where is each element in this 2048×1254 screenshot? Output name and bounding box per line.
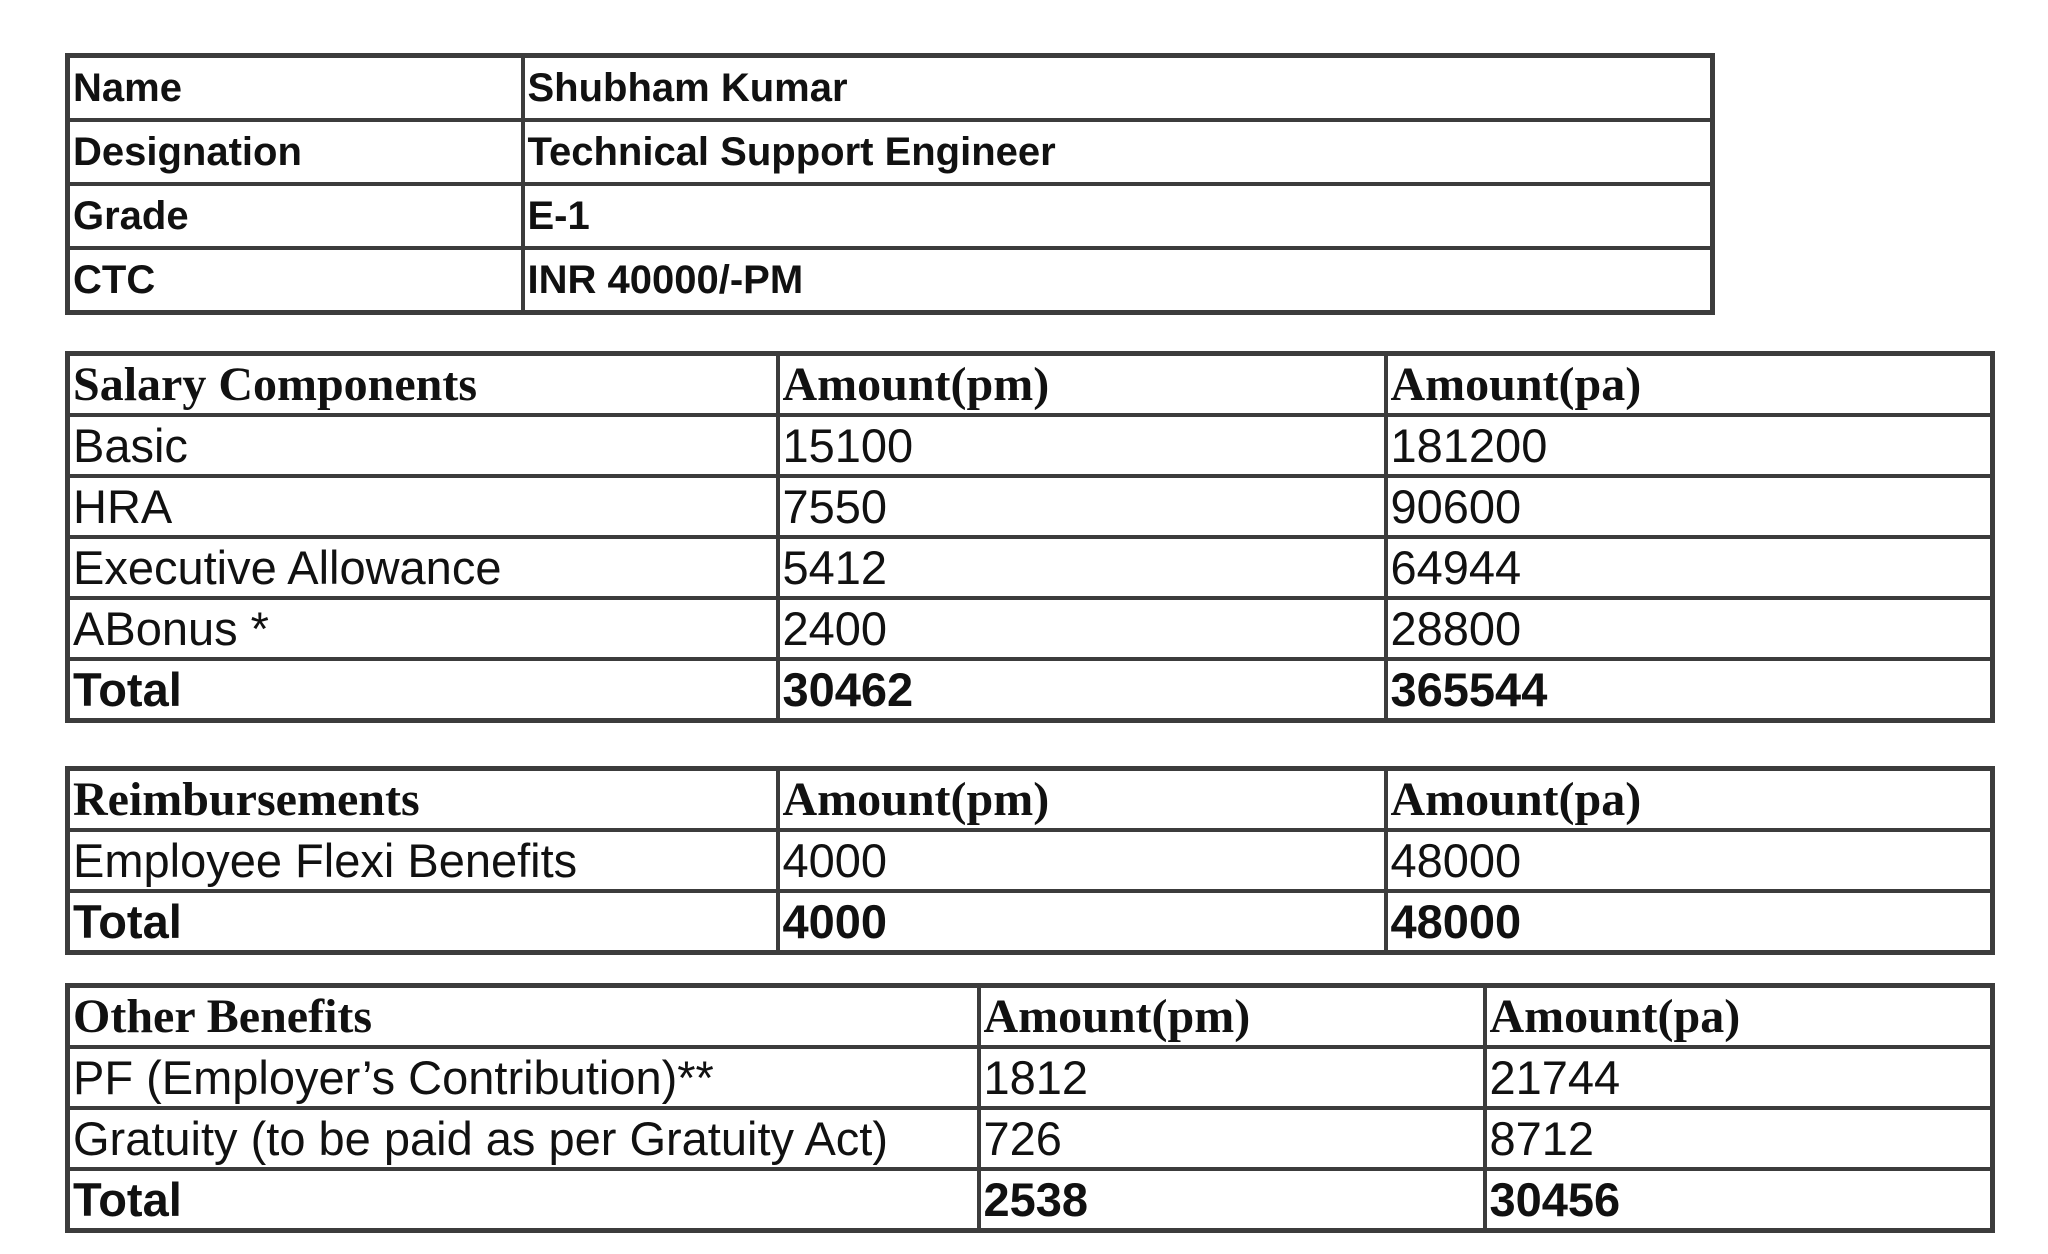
column-header: Reimbursements bbox=[68, 769, 778, 831]
amount-pa: 21744 bbox=[1485, 1047, 1993, 1108]
total-pm: 4000 bbox=[778, 891, 1386, 953]
table-row bbox=[68, 1047, 1993, 1108]
amount-pm: 4000 bbox=[778, 830, 1386, 891]
component-name: Basic bbox=[68, 415, 778, 476]
other-benefits-table bbox=[65, 983, 1995, 1233]
amount-pa: 48000 bbox=[1386, 830, 1993, 891]
info-label: Designation bbox=[68, 120, 523, 184]
amount-pa: 64944 bbox=[1386, 537, 1993, 598]
table-row bbox=[68, 1108, 1993, 1169]
component-name: ABonus * bbox=[68, 598, 778, 659]
column-header: Amount(pa) bbox=[1386, 354, 1993, 416]
amount-pa: 90600 bbox=[1386, 476, 1993, 537]
table-row bbox=[68, 537, 1993, 598]
amount-pa: 8712 bbox=[1485, 1108, 1993, 1169]
total-pa: 365544 bbox=[1386, 659, 1993, 721]
component-name: HRA bbox=[68, 476, 778, 537]
amount-pm: 5412 bbox=[778, 537, 1386, 598]
info-value: E-1 bbox=[523, 184, 1713, 248]
column-header: Amount(pm) bbox=[979, 986, 1485, 1048]
info-label: CTC bbox=[68, 248, 523, 313]
column-header: Salary Components bbox=[68, 354, 778, 416]
amount-pm: 1812 bbox=[979, 1047, 1485, 1108]
table-row bbox=[68, 830, 1993, 891]
amount-pm: 726 bbox=[979, 1108, 1485, 1169]
component-name: Gratuity (to be paid as per Gratuity Act) bbox=[68, 1108, 979, 1169]
total-row bbox=[68, 891, 1993, 953]
amount-pm: 7550 bbox=[778, 476, 1386, 537]
total-row bbox=[68, 1169, 1993, 1231]
info-label: Name bbox=[68, 56, 523, 121]
table-header-row bbox=[68, 354, 1993, 416]
table-header-row bbox=[68, 769, 1993, 831]
total-pa: 48000 bbox=[1386, 891, 1993, 953]
amount-pm: 2400 bbox=[778, 598, 1386, 659]
column-header: Other Benefits bbox=[68, 986, 979, 1048]
amount-pm: 15100 bbox=[778, 415, 1386, 476]
table-row bbox=[68, 476, 1993, 537]
reimbursements-table bbox=[65, 766, 1995, 955]
total-pm: 2538 bbox=[979, 1169, 1485, 1231]
component-name: Employee Flexi Benefits bbox=[68, 830, 778, 891]
table-row bbox=[68, 598, 1993, 659]
total-row bbox=[68, 659, 1993, 721]
table-header-row bbox=[68, 986, 1993, 1048]
salary-components-table bbox=[65, 351, 1995, 723]
column-header: Amount(pm) bbox=[778, 769, 1386, 831]
component-name: PF (Employer’s Contribution)** bbox=[68, 1047, 979, 1108]
total-label: Total bbox=[68, 1169, 979, 1231]
total-label: Total bbox=[68, 659, 778, 721]
info-value: Technical Support Engineer bbox=[523, 120, 1713, 184]
info-value: Shubham Kumar bbox=[523, 56, 1713, 121]
column-header: Amount(pm) bbox=[778, 354, 1386, 416]
info-row-grade bbox=[68, 184, 1713, 248]
total-label: Total bbox=[68, 891, 778, 953]
info-row-name bbox=[68, 56, 1713, 121]
info-label: Grade bbox=[68, 184, 523, 248]
amount-pa: 181200 bbox=[1386, 415, 1993, 476]
component-name: Executive Allowance bbox=[68, 537, 778, 598]
info-row-designation bbox=[68, 120, 1713, 184]
column-header: Amount(pa) bbox=[1485, 986, 1993, 1048]
info-value: INR 40000/-PM bbox=[523, 248, 1713, 313]
employee-info-table bbox=[65, 53, 1715, 315]
total-pa: 30456 bbox=[1485, 1169, 1993, 1231]
total-pm: 30462 bbox=[778, 659, 1386, 721]
amount-pa: 28800 bbox=[1386, 598, 1993, 659]
info-row-ctc bbox=[68, 248, 1713, 313]
table-row bbox=[68, 415, 1993, 476]
column-header: Amount(pa) bbox=[1386, 769, 1993, 831]
